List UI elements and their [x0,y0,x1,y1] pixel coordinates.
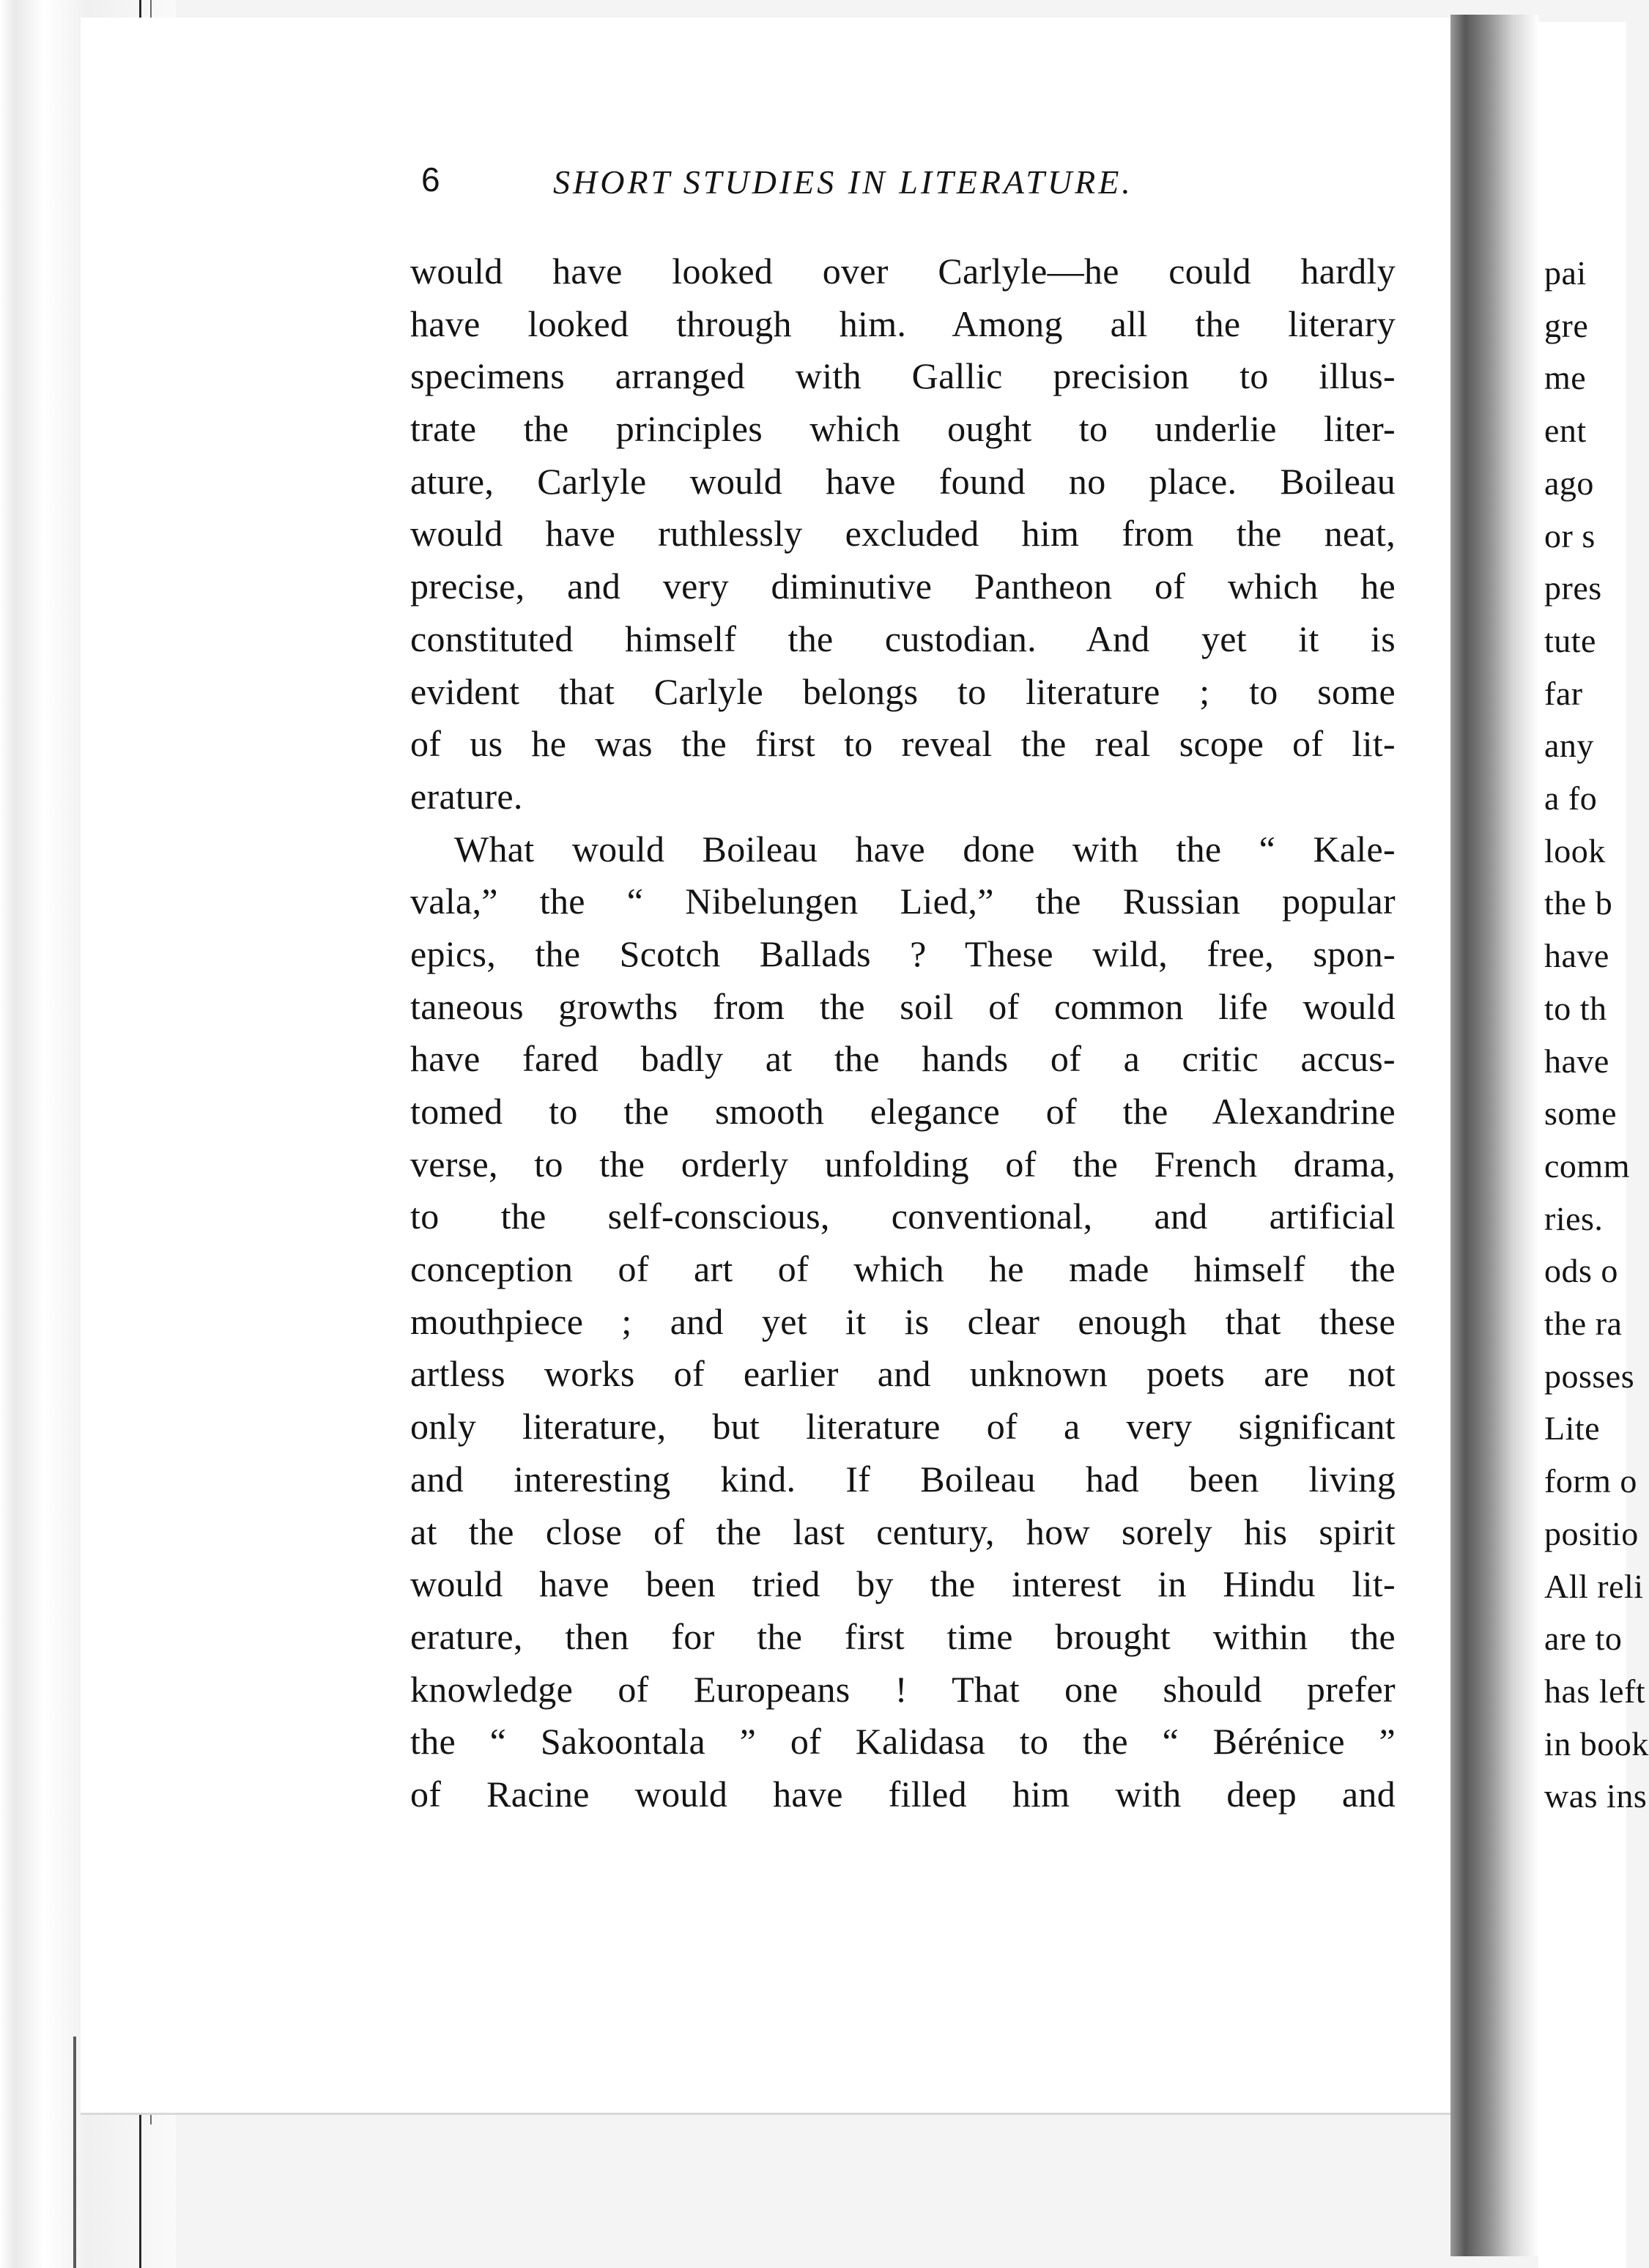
page-gutter-shadow [1450,15,1538,2256]
facing-page-line-fragment: some [1544,1094,1617,1133]
text-line: trate the principles which ought to underlie liter- [410,408,1396,450]
facing-page-line-fragment: have [1544,1042,1609,1080]
text-line: taneous growths from the soil of common life would [410,985,1396,1027]
facing-page-line-fragment: have [1544,937,1609,975]
facing-page-line-fragment: or s [1544,516,1596,555]
facing-page-line-fragment: a fo [1544,779,1598,817]
facing-page-line-fragment: are to [1544,1620,1623,1658]
text-line: specimens arranged with Gallic precision to illus- [410,355,1396,397]
text-line: verse, to the orderly unfolding of the French drama, [410,1143,1396,1185]
text-line: ature, Carlyle would have found no place. Boileau [410,460,1396,502]
facing-page-line-fragment: tute [1544,621,1596,659]
text-line: What would Boileau have done with the “ Kale- [454,828,1396,870]
facing-page-line-fragment: gre [1544,306,1589,344]
text-line: have looked through him. Among all the literary [410,303,1396,344]
facing-page-line-fragment: ods o [1544,1252,1618,1290]
facing-page-line-fragment: ent [1544,412,1587,450]
text-line: to the self-conscious, conventional, and artificial [410,1196,1396,1237]
text-line: would have looked over Carlyle—he could hardly [410,251,1396,292]
facing-page-line-fragment: was ins [1544,1777,1648,1815]
text-line: knowledge of Europeans ! That one should prefer [410,1668,1396,1710]
facing-page-line-fragment: Lite [1544,1409,1601,1448]
facing-page-line-fragment: any [1544,727,1594,765]
facing-page-line-fragment: has left [1544,1672,1646,1710]
text-line: tomed to the smooth elegance of the Alexandrine [410,1091,1396,1132]
facing-page-line-fragment: pres [1544,569,1602,607]
text-line: have fared badly at the hands of a critic accus- [410,1038,1396,1080]
text-line: erature, then for the first time brought within the [410,1615,1396,1657]
facing-page-line-fragment: in book [1544,1724,1649,1763]
text-line: artless works of earlier and unknown poets are not [410,1353,1396,1395]
text-line: erature. [410,775,523,817]
body-text [410,245,1396,1821]
text-line: vala,” the “ Nibelungen Lied,” the Russian popular [410,881,1396,922]
text-line: of Racine would have filled him with deep and [410,1773,1396,1815]
text-line: would have ruthlessly excluded him from the neat, [410,513,1396,555]
facing-page-line-fragment: ries. [1544,1199,1604,1237]
facing-page-line-fragment: to th [1544,989,1607,1027]
running-head [421,158,1300,209]
text-line: conception of art of which he made himself the [410,1248,1396,1290]
text-line: evident that Carlyle belongs to literature ; to some [410,670,1396,712]
text-line: the “ Sakoontala ” of Kalidasa to the “ Bérénice ” [410,1721,1396,1763]
facing-page-line-fragment: the b [1544,884,1613,922]
page-number: 6 [421,160,440,199]
facing-page-line-fragment: posses [1544,1357,1635,1395]
facing-page-line-fragment: All reli [1544,1567,1644,1605]
text-line: of us he was the first to reveal the real scope of lit- [410,723,1396,765]
facing-page-line-fragment: ago [1544,464,1594,502]
facing-page-line-fragment: me [1544,359,1587,397]
binding-edge-line [73,2037,76,2268]
facing-page-line-fragment: look [1544,831,1606,870]
facing-page-line-fragment: the ra [1544,1305,1623,1342]
text-line: constituted himself the custodian. And yet it is [410,618,1396,659]
running-head-title: SHORT STUDIES IN LITERATURE. [553,163,1133,201]
text-line: at the close of the last century, how sorely his spirit [410,1511,1396,1552]
text-line: and interesting kind. If Boileau had been living [410,1458,1396,1500]
text-line: mouthpiece ; and yet it is clear enough that these [410,1300,1396,1342]
text-line: precise, and very diminutive Pantheon of which he [410,566,1396,607]
facing-page-line-fragment: far [1544,674,1583,712]
facing-page-edge [1538,22,1649,2268]
text-line: would have been tried by the interest in Hindu lit- [410,1563,1396,1605]
facing-page-line-fragment: pai [1544,254,1587,292]
facing-page-line-fragment: form o [1544,1462,1637,1500]
facing-page-line-fragment: positio [1544,1514,1639,1552]
text-line: epics, the Scotch Ballads ? These wild, free, spon- [410,933,1396,974]
text-line: only literature, but literature of a very significant [410,1406,1396,1448]
facing-page-line-fragment: comm [1544,1146,1630,1185]
